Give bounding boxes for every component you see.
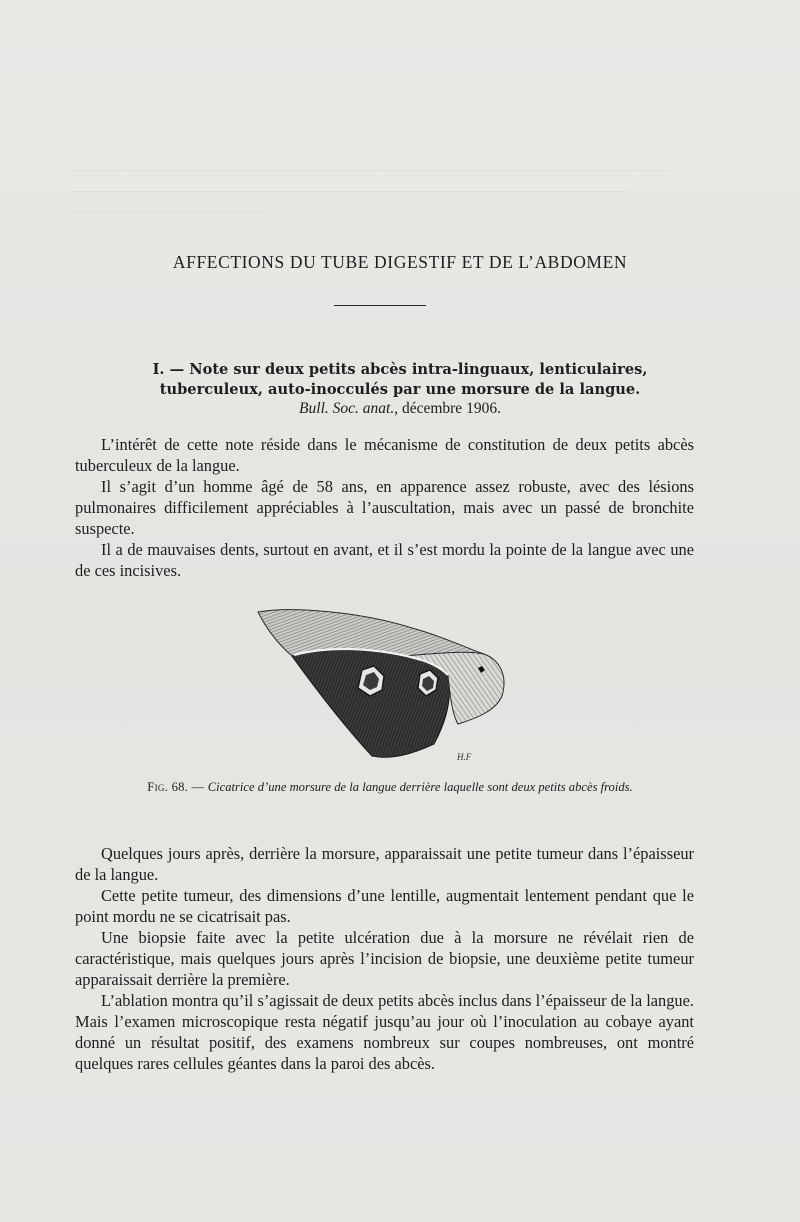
paragraph: Cette petite tumeur, des dimensions d’une lentille, augmentait lentement pendant que le point mordu ne se cicatrisait pas.: [75, 886, 694, 926]
section-title: AFFECTIONS DU TUBE DIGESTIF ET DE L’ABDOMEN: [172, 252, 628, 272]
paragraph: Une biopsie faite avec la petite ulcération due à la morsure ne révélait rien de caractéristique, mais quelques jours après l’incision de biopsie, une deuxième petite tumeur apparaissait derrière la première.: [75, 928, 694, 989]
note-title-line-1: I. — Note sur deux petits abcès intra-linguaux, lenticulaires,: [152, 361, 648, 378]
paragraph: L’ablation montra qu’il s’agissait de deux petits abcès inclus dans l’épaisseur de la langue. Mais l’examen microscopique resta négatif jusqu’au jour où l’inoculation au cobaye ayant donné un résultat positif, des examens nombreux sur coupes nombreuses, ont montré quelques rares cellules géantes dans la paroi des abcès.: [75, 991, 694, 1073]
note-reference: [0, 400, 800, 418]
engraver-signature: H.F: [457, 752, 472, 762]
body-text-top: [75, 434, 694, 581]
tongue-illustration: [252, 604, 512, 764]
note-title: [0, 360, 800, 400]
paragraph: Il a de mauvaises dents, surtout en avant, et il s’est mordu la pointe de la langue avec une de ces incisives.: [75, 540, 694, 580]
figure-caption-text: Cicatrice d’une morsure de la langue derrière laquelle sont deux petits abcès froids.: [207, 780, 633, 794]
figure-label: Fig. 68. —: [147, 780, 205, 794]
note-reference-date: , décembre 1906.: [394, 400, 501, 417]
paragraph: Quelques jours après, derrière la morsure, apparaissait une petite tumeur dans l’épaisseur de la langue.: [75, 844, 694, 884]
paragraph: Il s’agit d’un homme âgé de 58 ans, en apparence assez robuste, avec des lésions pulmonaires difficilement appréciables à l’auscultation, mais avec un passé de bronchite suspecte.: [75, 477, 694, 538]
tongue-cut-section: [292, 650, 449, 757]
show-through-texture: [70, 160, 710, 233]
body-text-bottom: [75, 843, 694, 1074]
paragraph: L’intérêt de cette note réside dans le mécanisme de constitution de deux petits abcès tuberculeux de la langue.: [75, 435, 694, 475]
figure-caption: [95, 778, 685, 796]
title-divider: [334, 305, 426, 306]
tongue-engraving-figure: [252, 604, 512, 764]
note-reference-journal: Bull. Soc. anat.: [299, 400, 395, 417]
note-title-line-2: tuberculeux, auto-inocculés par une morsure de la langue.: [159, 381, 641, 398]
